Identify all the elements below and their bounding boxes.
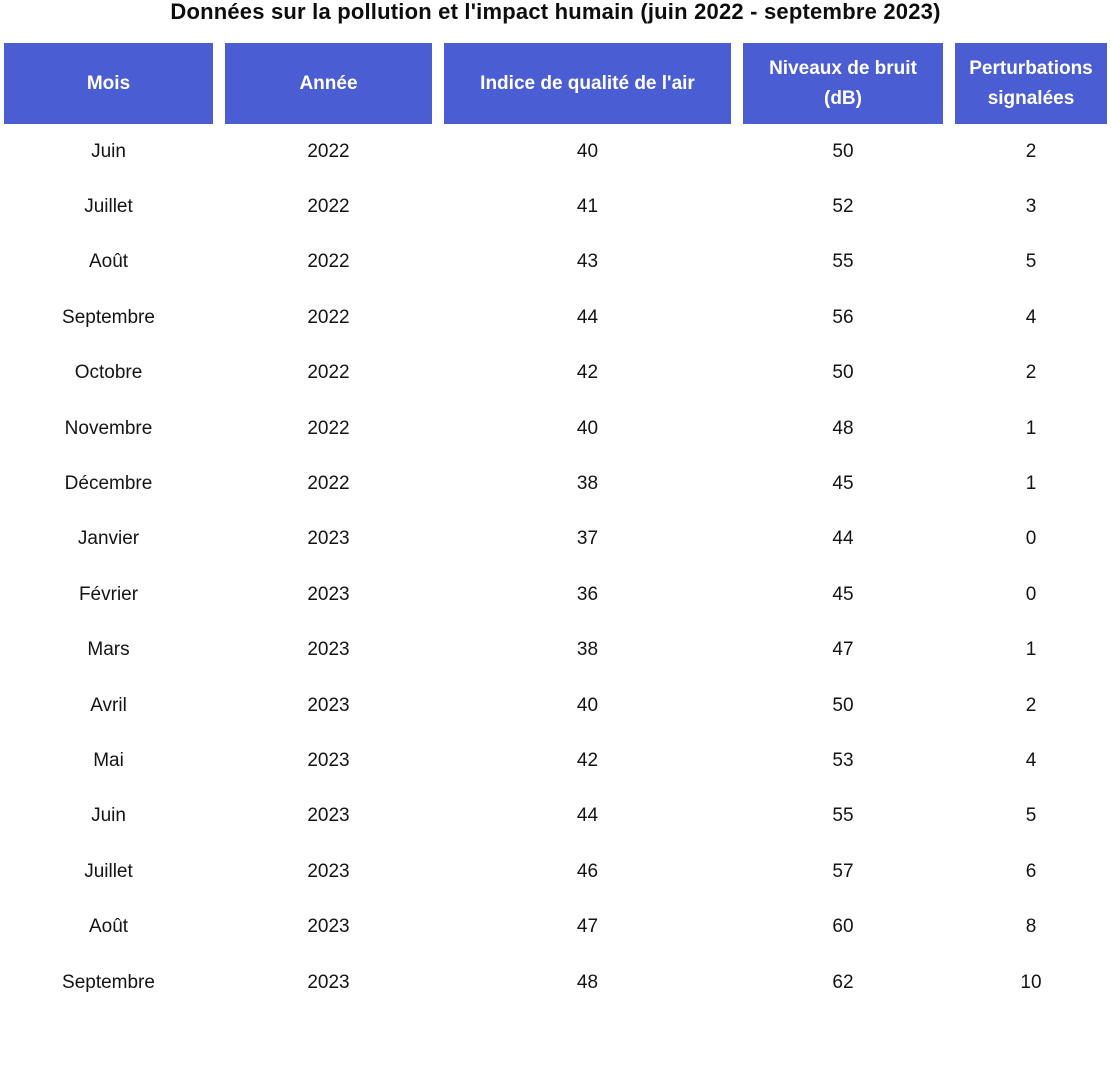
table-cell: 6 bbox=[1025, 860, 1037, 882]
table-cell: 1 bbox=[1025, 639, 1037, 661]
table-cell: 53 bbox=[832, 749, 854, 771]
table-cell: Août bbox=[88, 916, 129, 938]
table-cell: Juillet bbox=[84, 196, 133, 218]
table-cell: 44 bbox=[576, 306, 599, 328]
header-row bbox=[4, 43, 1107, 124]
table-cell: Juillet bbox=[84, 860, 133, 882]
table-cell: 2023 bbox=[307, 805, 350, 827]
table-cell: 2022 bbox=[307, 196, 350, 218]
table-cell: 5 bbox=[1025, 805, 1037, 827]
table-cell: 0 bbox=[1025, 528, 1037, 550]
table-cell: 50 bbox=[832, 694, 854, 716]
header-cell-mois: Mois bbox=[4, 43, 213, 124]
table-cell: Février bbox=[78, 583, 139, 605]
table-cell: Mars bbox=[87, 639, 130, 661]
table-cell: Juin bbox=[91, 805, 126, 827]
table-cell: 1 bbox=[1025, 417, 1037, 439]
table-cell: 2 bbox=[1025, 694, 1037, 716]
table-cell: 44 bbox=[576, 805, 599, 827]
header-cell-annee: Année bbox=[225, 43, 432, 124]
table-cell: 2023 bbox=[307, 916, 350, 938]
table-row bbox=[4, 899, 1107, 954]
table-cell: 2 bbox=[1025, 362, 1037, 384]
table-cell: 52 bbox=[832, 196, 854, 218]
table-body bbox=[4, 124, 1107, 1010]
table-cell: Décembre bbox=[64, 473, 153, 495]
table-cell: 2022 bbox=[307, 417, 350, 439]
table-row bbox=[4, 733, 1107, 788]
table-cell: 2022 bbox=[307, 140, 350, 162]
header-cell-perturbations: Perturbations signalées bbox=[955, 43, 1107, 124]
table-cell: 43 bbox=[576, 251, 599, 273]
table-cell: 41 bbox=[576, 196, 599, 218]
table-cell: 2023 bbox=[307, 749, 350, 771]
pollution-table bbox=[4, 43, 1107, 1010]
table-cell: 47 bbox=[576, 916, 599, 938]
table-cell: Octobre bbox=[74, 362, 143, 384]
table-cell: 55 bbox=[832, 805, 854, 827]
table-cell: 57 bbox=[832, 860, 854, 882]
table-cell: 2022 bbox=[307, 362, 350, 384]
table-cell: 4 bbox=[1025, 306, 1037, 328]
table-cell: Janvier bbox=[77, 528, 140, 550]
header-cell-niveaux-bruit: Niveaux de bruit (dB) bbox=[743, 43, 943, 124]
table-cell: 38 bbox=[576, 473, 599, 495]
table-cell: Juin bbox=[91, 140, 126, 162]
table-cell: Avril bbox=[90, 694, 127, 716]
table-cell: 45 bbox=[832, 473, 854, 495]
table-cell: 48 bbox=[832, 417, 854, 439]
table-cell: Novembre bbox=[64, 417, 153, 439]
table-cell: 42 bbox=[576, 749, 599, 771]
table-cell: 47 bbox=[832, 639, 854, 661]
table-cell: 5 bbox=[1025, 251, 1037, 273]
table-cell: 50 bbox=[832, 140, 854, 162]
table-row bbox=[4, 678, 1107, 733]
header-cell-indice-qualite-air: Indice de qualité de l'air bbox=[444, 43, 731, 124]
table-cell: 2 bbox=[1025, 140, 1037, 162]
table-cell: 40 bbox=[576, 140, 599, 162]
table-cell: 38 bbox=[576, 639, 599, 661]
table-cell: 0 bbox=[1025, 583, 1037, 605]
table-cell: 40 bbox=[576, 694, 599, 716]
table-row bbox=[4, 179, 1107, 234]
table-cell: 2023 bbox=[307, 639, 350, 661]
table-cell: Septembre bbox=[62, 971, 155, 993]
table-cell: 36 bbox=[576, 583, 599, 605]
table-cell: 2022 bbox=[307, 251, 350, 273]
table-cell: Septembre bbox=[62, 306, 155, 328]
page-title: Données sur la pollution et l'impact humain (juin 2022 - septembre 2023) bbox=[170, 0, 941, 24]
table-cell: 62 bbox=[832, 971, 854, 993]
table-cell: 8 bbox=[1025, 916, 1037, 938]
table-cell: 50 bbox=[832, 362, 854, 384]
table-cell: 40 bbox=[576, 417, 599, 439]
table-cell: 2022 bbox=[307, 473, 350, 495]
table-row bbox=[4, 844, 1107, 899]
table-cell: 2023 bbox=[307, 694, 350, 716]
table-cell: 2023 bbox=[307, 583, 350, 605]
table-cell: 4 bbox=[1025, 749, 1037, 771]
table-cell: 56 bbox=[832, 306, 854, 328]
table-cell: 2023 bbox=[307, 971, 350, 993]
table-cell: 55 bbox=[832, 251, 854, 273]
table-row bbox=[4, 290, 1107, 345]
table-cell: 44 bbox=[832, 528, 854, 550]
table-cell: 10 bbox=[1020, 971, 1042, 993]
table-row bbox=[4, 955, 1107, 1010]
table-row bbox=[4, 401, 1107, 456]
table-cell: 42 bbox=[576, 362, 599, 384]
table-row bbox=[4, 567, 1107, 622]
table-row bbox=[4, 124, 1107, 179]
table-cell: Août bbox=[88, 251, 129, 273]
table-cell: 1 bbox=[1025, 473, 1037, 495]
table-row bbox=[4, 512, 1107, 567]
table-cell: 45 bbox=[832, 583, 854, 605]
table-cell: 46 bbox=[576, 860, 599, 882]
table-row bbox=[4, 456, 1107, 511]
table-cell: 37 bbox=[576, 528, 599, 550]
table-cell: 3 bbox=[1025, 196, 1037, 218]
table-cell: Mai bbox=[93, 749, 124, 771]
table-row bbox=[4, 789, 1107, 844]
table-cell: 60 bbox=[832, 916, 854, 938]
table-row bbox=[4, 623, 1107, 678]
table-row bbox=[4, 346, 1107, 401]
table-cell: 2023 bbox=[307, 528, 350, 550]
table-cell: 2023 bbox=[307, 860, 350, 882]
table-cell: 2022 bbox=[307, 306, 350, 328]
table-row bbox=[4, 235, 1107, 290]
table-cell: 48 bbox=[576, 971, 599, 993]
